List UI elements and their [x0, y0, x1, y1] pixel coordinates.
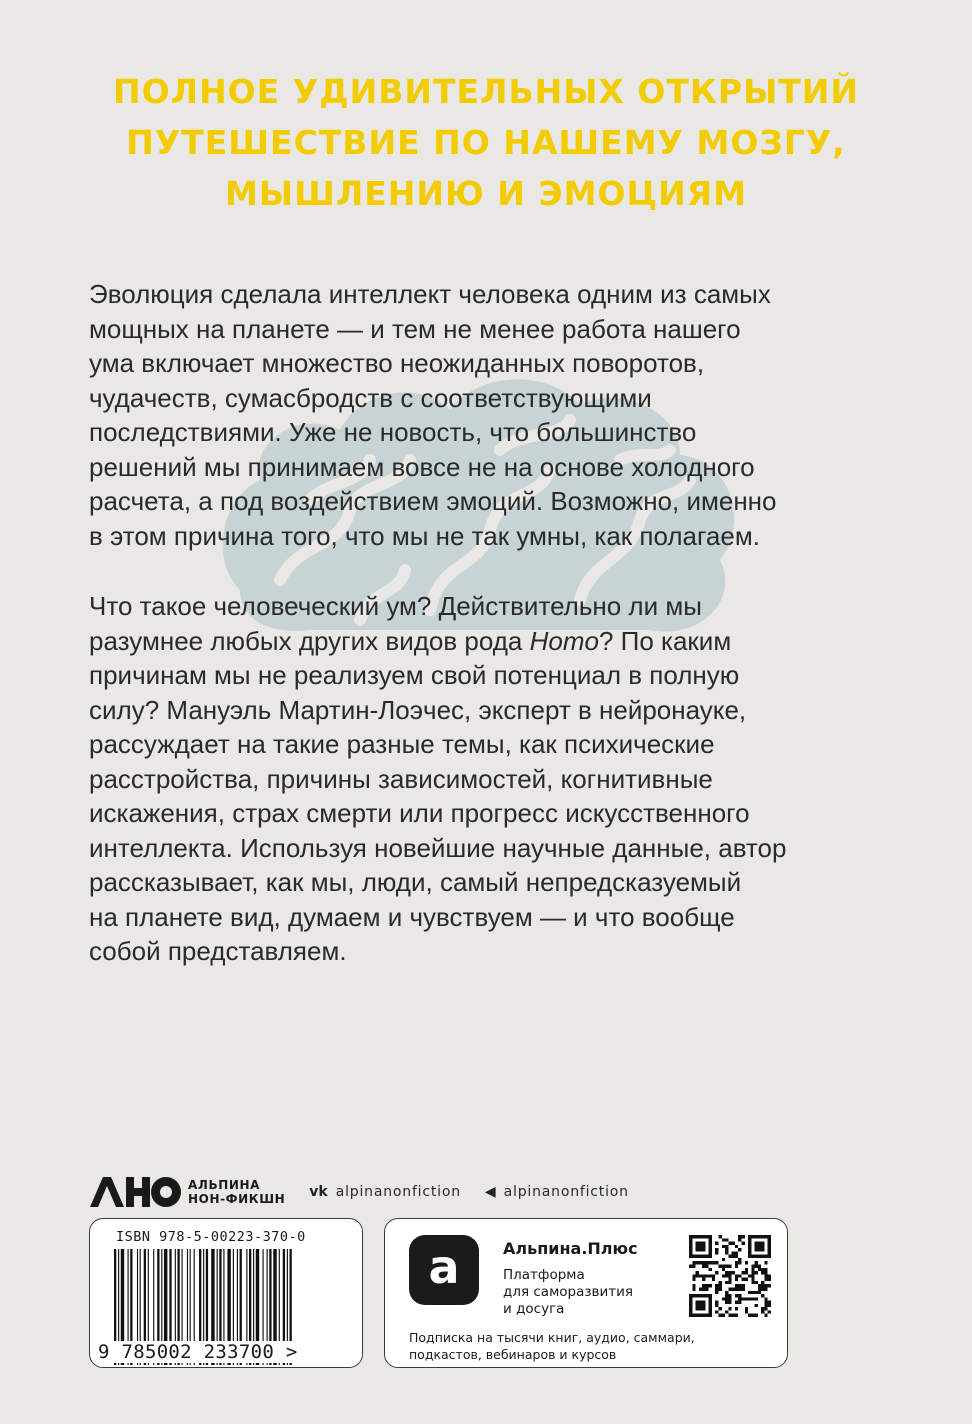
publisher-row — [90, 1172, 690, 1212]
text-line: расстройства, причины зависимостей, когнитивные — [89, 763, 713, 794]
ano-logo-icon — [90, 1175, 182, 1209]
alpina-plus-app-icon — [409, 1235, 479, 1305]
italic-term: Homo — [529, 625, 599, 656]
isbn-number: ISBN 978-5-00223-370-0 — [116, 1229, 306, 1245]
vk-handle: alpinanonfiction — [335, 1184, 461, 1200]
text-line: рассуждает на такие разные темы, как психические — [89, 729, 715, 759]
text-line: чудачеств, сумасбродств с соответствующими — [89, 382, 652, 413]
barcode-box — [89, 1218, 363, 1368]
text-line: силу? Мануэль Мартин-Лоэчес, эксперт в нейронауке, — [89, 694, 747, 725]
description-paragraph-2 — [89, 589, 889, 969]
text-line: собой представляем. — [89, 936, 347, 966]
note-line: Подписка на тысячи книг, аудио, саммари, — [409, 1330, 695, 1345]
text-line: рассказывает, как мы, люди, самый непредсказуемый — [89, 867, 742, 897]
telegram-link[interactable] — [485, 1184, 629, 1200]
alpina-plus-card[interactable] — [384, 1218, 788, 1368]
vk-link[interactable] — [309, 1184, 461, 1200]
text-line: мощных на планете — и тем не менее работа нашего — [89, 313, 741, 344]
qr-code-icon[interactable] — [689, 1235, 771, 1317]
headline-line: МЫШЛЕНИЮ И ЭМОЦИЯМ — [225, 174, 747, 213]
telegram-icon: ◀ — [484, 1184, 496, 1200]
text-segment: ? По каким — [598, 625, 732, 656]
text-line: расчета, а под воздействием эмоций. Возможно, именно — [89, 486, 777, 516]
text-line: Что такое человеческий ум? Действительно ли мы — [89, 591, 702, 621]
headline-line: ПУТЕШЕСТВИЕ ПО НАШЕМУ МОЗГУ, — [126, 123, 846, 162]
text-line: последствиями. Уже не новость, что большинство — [89, 417, 697, 447]
publisher-name-line: НОН-ФИКШН — [188, 1192, 286, 1206]
text-line: интеллекта. Используя новейшие научные данные, автор — [89, 832, 787, 863]
alpina-plus-description — [503, 1267, 673, 1318]
text-line: искажения, страх смерти или прогресс искусственного — [89, 798, 750, 828]
description-line: и досуга — [503, 1301, 565, 1317]
text-line: решений мы принимаем вовсе не на основе холодного — [89, 451, 755, 482]
note-line: подкастов, вебинаров и курсов — [409, 1347, 617, 1362]
text-line: Эволюция сделала интеллект человека одним из самых — [89, 279, 771, 309]
publisher-name — [188, 1178, 285, 1206]
description-line: Платформа — [503, 1267, 585, 1283]
description-paragraph-1 — [89, 277, 889, 553]
subscription-note — [409, 1329, 769, 1363]
text-line: ума включает множество неожиданных поворотов, — [89, 348, 705, 378]
alpina-plus-title: Альпина.Плюс — [503, 1239, 638, 1258]
text-line: в этом причина того, что мы не так умны, как полагаем. — [89, 520, 760, 551]
publisher-logo — [90, 1175, 285, 1209]
vk-icon: vk — [309, 1184, 328, 1200]
text-line: причинам мы не реализуем свой потенциал в полную — [89, 660, 740, 690]
text-line — [89, 624, 889, 659]
publisher-name-line: АЛЬПИНА — [188, 1178, 261, 1192]
app-icon-letter: a — [428, 1240, 460, 1294]
telegram-handle: alpinanonfiction — [503, 1184, 629, 1200]
text-segment: разумнее любых других видов рода — [89, 625, 530, 656]
description-line: для саморазвития — [503, 1284, 634, 1300]
text-line: на планете вид, думаем и чувствуем — и что вообще — [89, 901, 735, 932]
headline — [40, 66, 932, 219]
ean-digits: 9 785002 233700 > — [98, 1341, 360, 1363]
headline-line: ПОЛНОЕ УДИВИТЕЛЬНЫХ ОТКРЫТИЙ — [112, 72, 860, 111]
